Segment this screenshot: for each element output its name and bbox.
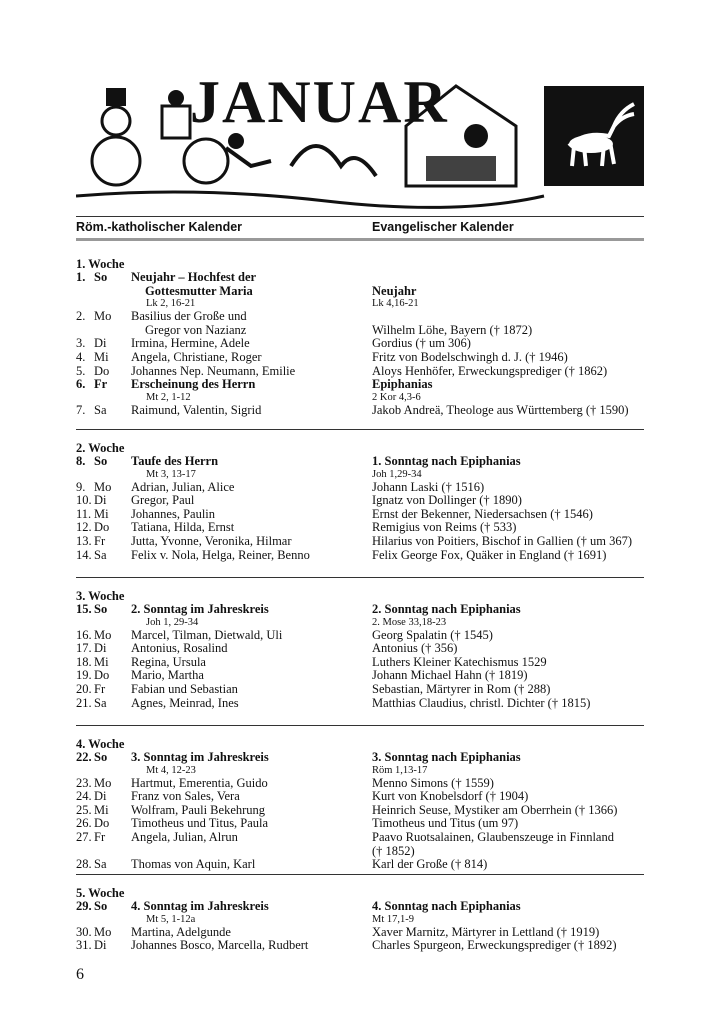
day-row (76, 455, 644, 469)
weekday: Fr (94, 533, 106, 548)
ev-entry: Xaver Marnitz, Märtyrer in Lettland († 1919) (372, 924, 600, 939)
weekday: Fr (94, 377, 108, 392)
rk-entry: Gottesmutter Maria (145, 283, 253, 298)
day-number: 4. (76, 349, 86, 364)
day-number: 14. (76, 547, 92, 562)
weekday: Di (94, 641, 107, 656)
rk-entry: Martina, Adelgunde (131, 924, 231, 939)
rk-entry: Jutta, Yvonne, Veronika, Hilmar (131, 533, 292, 548)
ev-entry: Joh 1,29-34 (372, 468, 422, 480)
rk-entry: Johannes Nep. Neumann, Emilie (131, 363, 296, 378)
weekday: Mi (94, 802, 109, 817)
day-row (76, 629, 644, 643)
day-row (76, 494, 644, 508)
rk-entry: Angela, Julian, Alrun (131, 829, 238, 844)
rk-entry: Mt 5, 1-12a (146, 913, 196, 925)
weekday: Do (94, 363, 110, 378)
weekday: Mo (94, 924, 112, 939)
ev-column-header: Evangelischer Kalender (372, 220, 514, 234)
ev-entry: Mt 17,1-9 (372, 913, 414, 925)
rk-entry: 4. Sonntag im Jahreskreis (131, 899, 269, 913)
week-title: 3. Woche (76, 589, 125, 603)
weekday: Mi (94, 506, 109, 521)
rk-entry: Hartmut, Emerentia, Guido (131, 775, 268, 790)
rk-entry: Adrian, Julian, Alice (131, 479, 235, 494)
day-number: 20. (76, 681, 92, 696)
day-number: 23. (76, 775, 92, 790)
ev-entry: Lk 4,16-21 (372, 298, 419, 310)
ev-entry: Jakob Andreä, Theologe aus Württemberg († 1590) (372, 402, 629, 417)
ev-entry: Luthers Kleiner Katechismus 1529 (372, 654, 547, 669)
day-row (76, 669, 644, 683)
rk-entry: Johannes Bosco, Marcella, Rudbert (131, 938, 309, 953)
day-number: 18. (76, 654, 92, 669)
ev-entry: 4. Sonntag nach Epiphanias (372, 899, 521, 913)
weekday: Di (94, 336, 107, 351)
weekday: Di (94, 938, 107, 953)
rk-entry: Gregor von Nazianz (145, 322, 247, 337)
week-divider (76, 725, 644, 726)
ev-entry: Karl der Große († 814) (372, 857, 488, 872)
ev-entry: Felix George Fox, Quäker in England († 1691) (372, 547, 607, 562)
week-block (76, 257, 644, 417)
day-number: 19. (76, 668, 92, 683)
day-row (76, 404, 644, 418)
day-row (76, 914, 644, 926)
rk-entry: Agnes, Meinrad, Ines (131, 695, 239, 710)
rk-entry: Neujahr – Hochfest der (131, 270, 257, 284)
ev-entry: 1. Sonntag nach Epiphanias (372, 454, 521, 468)
day-row (76, 845, 644, 859)
day-row (76, 765, 644, 777)
rk-entry: Marcel, Tilman, Dietwald, Uli (131, 627, 283, 642)
week-block (76, 441, 644, 562)
rk-column-header: Röm.-katholischer Kalender (76, 220, 243, 234)
weekday: Mo (94, 627, 112, 642)
ev-entry: Johann Laski († 1516) (372, 479, 485, 494)
day-row (76, 697, 644, 711)
day-row (76, 271, 644, 285)
header-rule (76, 216, 644, 217)
rk-entry: Franz von Sales, Vera (131, 789, 240, 804)
ev-entry: Ignatz von Dollinger († 1890) (372, 493, 522, 508)
week-block (76, 886, 644, 953)
day-row (76, 777, 644, 791)
day-row (76, 617, 644, 629)
day-row (76, 790, 644, 804)
day-row (76, 751, 644, 765)
ibex-icon (544, 86, 644, 186)
ev-entry: 2. Mose 33,18-23 (372, 616, 447, 628)
weekday: Mo (94, 309, 112, 324)
day-number: 27. (76, 829, 92, 844)
rk-entry: Raimund, Valentin, Sigrid (131, 402, 262, 417)
rk-entry: Timotheus und Titus, Paula (131, 816, 269, 831)
week-title: 1. Woche (76, 257, 125, 271)
ev-entry: Matthias Claudius, christl. Dichter († 1815) (372, 695, 591, 710)
day-row (76, 900, 644, 914)
weekday: So (94, 602, 108, 616)
week-block (76, 737, 644, 872)
day-row (76, 481, 644, 495)
day-number: 30. (76, 924, 92, 939)
day-row (76, 324, 644, 338)
ibex-emblem (544, 86, 644, 186)
rk-entry: Wolfram, Pauli Bekehrung (131, 802, 266, 817)
day-number: 22. (76, 750, 92, 764)
day-number: 10. (76, 493, 92, 508)
weekday: Sa (94, 857, 107, 872)
rk-entry: Taufe des Herrn (131, 454, 219, 468)
weekday: Di (94, 493, 107, 508)
ev-entry: Georg Spalatin († 1545) (372, 627, 493, 642)
column-header-rule (76, 238, 644, 241)
rk-entry: Mt 2, 1-12 (146, 391, 191, 403)
ev-entry: Wilhelm Löhe, Bayern († 1872) (372, 322, 533, 337)
ev-entry: Hilarius von Poitiers, Bischof in Gallien († um 367) (372, 533, 633, 548)
day-number: 29. (76, 899, 92, 913)
ev-entry: Gordius († um 306) (372, 336, 471, 351)
week-divider (76, 577, 644, 578)
day-row (76, 831, 644, 845)
weekday: Fr (94, 681, 106, 696)
weekday: So (94, 270, 108, 284)
ev-entry: 2 Kor 4,3-6 (372, 391, 421, 403)
week-title: 5. Woche (76, 886, 125, 900)
rk-entry: Mario, Martha (131, 668, 204, 683)
week-title: 2. Woche (76, 441, 125, 455)
weekday: Sa (94, 402, 107, 417)
ev-entry: († 1852) (372, 843, 415, 858)
day-number: 2. (76, 309, 86, 324)
rk-entry: Angela, Christiane, Roger (131, 349, 262, 364)
day-number: 5. (76, 363, 86, 378)
weekday: Sa (94, 547, 107, 562)
day-row (76, 285, 644, 299)
day-number: 31. (76, 938, 92, 953)
rk-entry: Irmina, Hermine, Adele (131, 336, 250, 351)
day-number: 1. (76, 270, 86, 284)
rk-entry: Mt 3, 13-17 (146, 468, 196, 480)
day-row (76, 549, 644, 563)
weekday: So (94, 454, 108, 468)
rk-entry: Johannes, Paulin (131, 506, 216, 521)
weekday: So (94, 750, 108, 764)
day-number: 15. (76, 602, 92, 616)
rk-entry: Mt 4, 12-23 (146, 764, 196, 776)
weekday: Mo (94, 775, 112, 790)
day-row (76, 656, 644, 670)
ev-entry: Remigius von Reims († 533) (372, 520, 517, 535)
rk-entry: Erscheinung des Herrn (131, 377, 256, 392)
day-row (76, 469, 644, 481)
day-number: 3. (76, 336, 86, 351)
weekday: Do (94, 668, 110, 683)
week-block (76, 589, 644, 710)
rk-entry: Thomas von Aquin, Karl (131, 857, 256, 872)
day-number: 6. (76, 377, 86, 392)
day-number: 11. (76, 506, 92, 521)
day-number: 25. (76, 802, 92, 817)
rk-entry: Felix v. Nola, Helga, Reiner, Benno (131, 547, 310, 562)
rk-entry: Antonius, Rosalind (131, 641, 228, 656)
weekday: Fr (94, 829, 106, 844)
weekday: Do (94, 816, 110, 831)
week-divider (76, 874, 644, 875)
ev-entry: Sebastian, Märtyrer in Rom († 288) (372, 681, 551, 696)
ev-entry: Heinrich Seuse, Mystiker am Oberrhein († 1366) (372, 802, 618, 817)
ev-entry: Menno Simons († 1559) (372, 775, 494, 790)
ev-entry: Epiphanias (372, 377, 433, 392)
weekday: So (94, 899, 108, 913)
rk-entry: Basilius der Große und (131, 309, 247, 324)
day-number: 7. (76, 402, 86, 417)
day-number: 28. (76, 857, 92, 872)
day-row (76, 683, 644, 697)
weekday: Mi (94, 349, 109, 364)
weekday: Mi (94, 654, 109, 669)
day-row (76, 642, 644, 656)
day-number: 12. (76, 520, 92, 535)
ev-entry: Charles Spurgeon, Erweckungsprediger († 1892) (372, 938, 617, 953)
day-number: 13. (76, 533, 92, 548)
day-row (76, 508, 644, 522)
ev-entry: Fritz von Bodelschwingh d. J. († 1946) (372, 349, 568, 364)
day-number: 24. (76, 789, 92, 804)
ev-entry: 2. Sonntag nach Epiphanias (372, 602, 521, 616)
day-row (76, 804, 644, 818)
weekday: Mo (94, 479, 112, 494)
week-title: 4. Woche (76, 737, 125, 751)
day-number: 21. (76, 695, 92, 710)
day-row (76, 817, 644, 831)
day-row (76, 392, 644, 404)
ev-entry: Paavo Ruotsalainen, Glaubenszeuge in Finnland (372, 829, 614, 844)
rk-entry: Fabian und Sebastian (131, 681, 238, 696)
day-number: 26. (76, 816, 92, 831)
day-row (76, 535, 644, 549)
ev-entry: Antonius († 356) (372, 641, 458, 656)
day-row (76, 926, 644, 940)
ev-entry: Ernst der Bekenner, Niedersachsen († 1546) (372, 506, 593, 521)
day-row (76, 310, 644, 324)
day-row (76, 939, 644, 953)
weekday: Sa (94, 695, 107, 710)
ev-entry: Neujahr (372, 283, 417, 298)
day-row (76, 365, 644, 379)
month-title: JANUAR (190, 69, 449, 135)
ev-entry: Kurt von Knobelsdorf († 1904) (372, 789, 529, 804)
day-number: 16. (76, 627, 92, 642)
day-row (76, 337, 644, 351)
rk-entry: Lk 2, 16-21 (146, 298, 196, 310)
day-row (76, 351, 644, 365)
day-number: 17. (76, 641, 92, 656)
weekday: Di (94, 789, 107, 804)
page-number: 6 (76, 966, 84, 983)
rk-entry: Tatiana, Hilda, Ernst (131, 520, 235, 535)
rk-entry: Joh 1, 29-34 (146, 616, 199, 628)
weekday: Do (94, 520, 110, 535)
day-row (76, 521, 644, 535)
rk-entry: 2. Sonntag im Jahreskreis (131, 602, 269, 616)
day-number: 9. (76, 479, 86, 494)
ev-entry: Johann Michael Hahn († 1819) (372, 668, 528, 683)
day-row (76, 858, 644, 872)
rk-entry: Gregor, Paul (131, 493, 195, 508)
ev-entry: Timotheus und Titus (um 97) (372, 816, 519, 831)
day-row (76, 378, 644, 392)
ev-entry: Röm 1,13-17 (372, 764, 428, 776)
ev-entry: 3. Sonntag nach Epiphanias (372, 750, 521, 764)
rk-entry: Regina, Ursula (131, 654, 206, 669)
rk-entry: 3. Sonntag im Jahreskreis (131, 750, 269, 764)
week-divider (76, 429, 644, 430)
day-row (76, 603, 644, 617)
ev-entry: Aloys Henhöfer, Erweckungsprediger († 1862) (372, 363, 608, 378)
day-number: 8. (76, 454, 86, 468)
